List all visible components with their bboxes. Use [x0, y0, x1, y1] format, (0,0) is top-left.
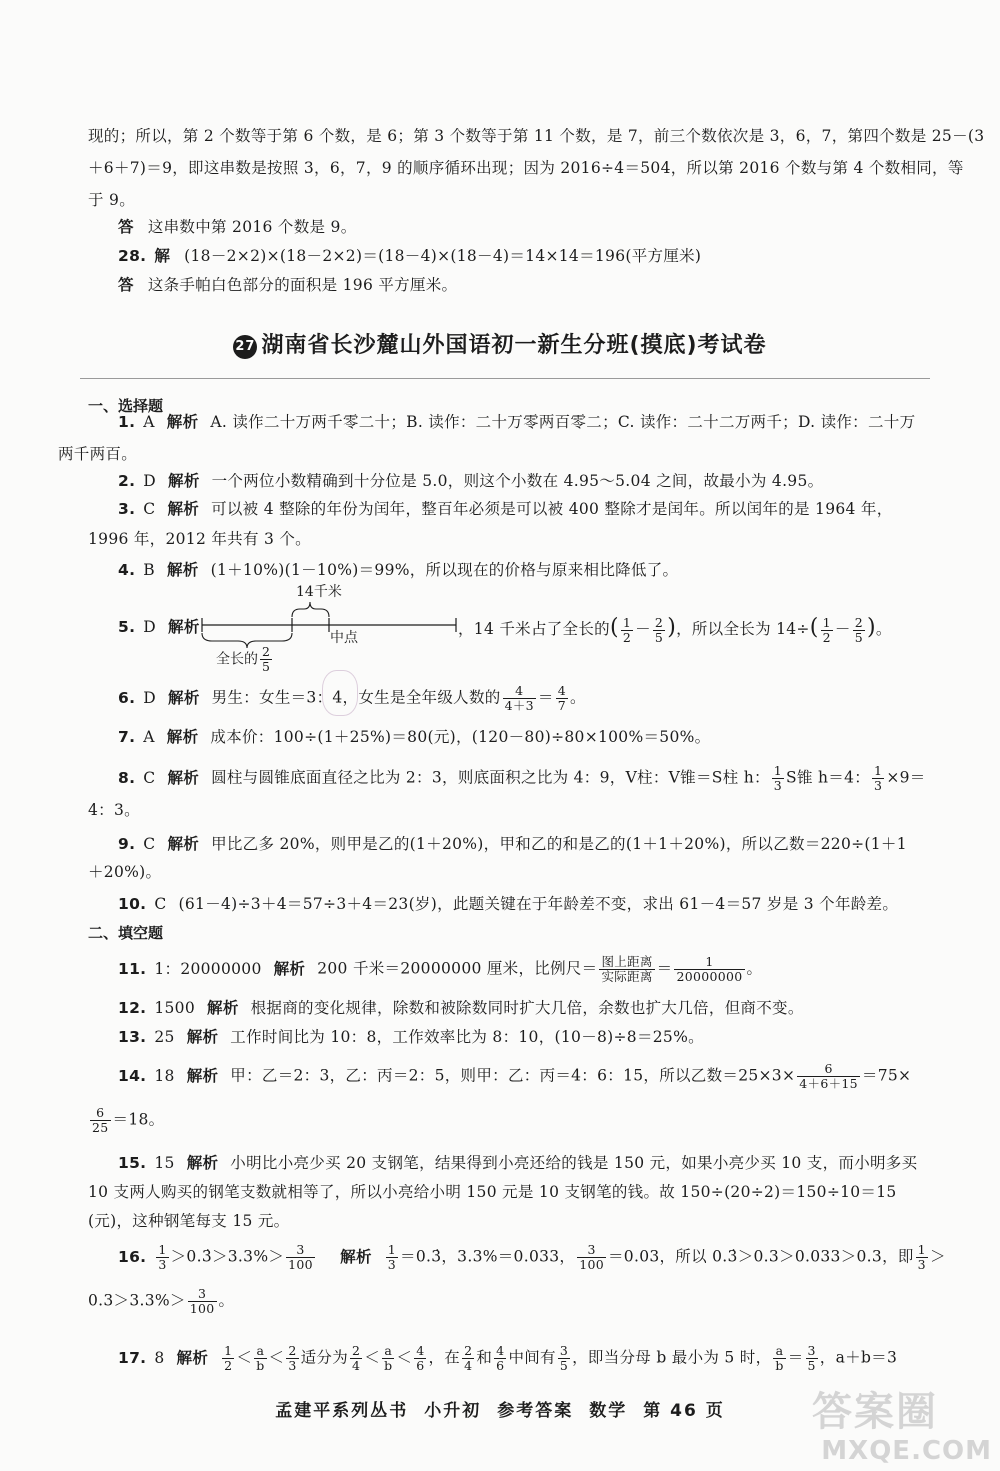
- q4-answer: B: [143, 561, 155, 579]
- num: 3: [559, 1343, 569, 1358]
- q16-frac-a: [386, 1243, 398, 1272]
- den: 4: [352, 1358, 361, 1373]
- q13-answer: 25: [154, 1028, 175, 1046]
- q9-answer: C: [143, 835, 156, 853]
- q7-answer: A: [143, 728, 155, 746]
- q1-line2: 两千两百。: [58, 445, 138, 463]
- q15-line2: 10 支两人购买的钢笔支数就相等了，所以小亮给小明 150 元是 10 支钢笔的钱。故 150÷(20÷2)＝150÷10＝15: [88, 1183, 897, 1201]
- q14-text-3: ＝18。: [112, 1110, 165, 1129]
- q14-item-line1: [118, 1062, 940, 1091]
- continuation-line-2: ＋6＋7)＝9，即这串数是按照 3，6，7，9 的顺序循环出现；因为 2016÷4＝504，所以第 2016 个数与第 4 个数相同，等: [88, 159, 964, 177]
- q15-jiexi-label: 解析: [186, 1154, 219, 1172]
- q5-text-2: ，所以全长为 14÷: [676, 620, 810, 638]
- q3-number: 3.: [118, 500, 136, 518]
- q17-frac-3: [350, 1344, 362, 1373]
- q16-frac-c: [916, 1243, 928, 1272]
- q17-answer: 8: [154, 1348, 165, 1367]
- q17-text-end: ，即当分母 b 最小为 5 时，: [572, 1348, 772, 1367]
- q14-answer: 18: [154, 1066, 175, 1085]
- q4-number: 4.: [118, 561, 136, 579]
- q11-jiexi-label: 解析: [273, 959, 306, 978]
- num: 4: [416, 1343, 425, 1358]
- q9-number: 9.: [118, 835, 136, 853]
- q5-frac-b: [653, 616, 665, 645]
- q5-answer: D: [143, 618, 157, 636]
- q4-jiexi-label: 解析: [166, 561, 199, 579]
- q13-number: 13.: [118, 1028, 147, 1046]
- den: 4＋3: [504, 698, 534, 713]
- q16-frac-d: [188, 1287, 217, 1316]
- q16-text-3: ＞: [929, 1247, 946, 1266]
- den: b: [775, 1358, 784, 1373]
- den: 7: [557, 698, 566, 713]
- q17-frac-ab-1: [254, 1344, 266, 1373]
- q6-text-3: 。: [569, 688, 586, 707]
- q12-item: [118, 996, 940, 1018]
- q2-jiexi-label: 解析: [168, 472, 200, 490]
- q10-item: [118, 892, 940, 914]
- q5-segment-diagram: [200, 584, 460, 674]
- q16-line2: [88, 1287, 940, 1316]
- num: 2: [464, 1343, 473, 1358]
- watermark-logo: [802, 1378, 992, 1468]
- num: 1: [224, 1343, 233, 1358]
- q10-number: 10.: [118, 895, 147, 913]
- q6-answer: D: [143, 688, 157, 707]
- q17-lt-3: ＜: [364, 1348, 381, 1367]
- q2-number: 2.: [118, 472, 136, 490]
- q2-item: [118, 469, 940, 491]
- q4-item: [118, 558, 940, 580]
- diagram-left-text: 全长的: [216, 651, 258, 668]
- q16-line2-text: 0.3＞3.3%＞: [88, 1291, 186, 1310]
- q5-frac-a: [621, 616, 633, 645]
- num: 4: [503, 684, 536, 699]
- q7-item: [118, 725, 940, 747]
- q7-text: 成本价：100÷(1＋25%)＝80(元)，(120－80)÷80×100%＝50%。: [210, 728, 711, 746]
- q17-text-last: ，a＋b＝3: [819, 1348, 898, 1367]
- q16-frac-b: [577, 1243, 606, 1272]
- diagram-fraction-denominator: 5: [262, 659, 270, 674]
- den: 6: [416, 1358, 425, 1373]
- q28-text: (18－2×2)×(18－2×2)＝(18－4)×(18－4)＝14×14＝196(平方厘米): [184, 247, 702, 265]
- den: 3: [874, 778, 883, 793]
- answer-27-text: 这串数中第 2016 个数是 9。: [147, 218, 357, 236]
- num: 2: [854, 614, 863, 630]
- q3-answer: C: [143, 500, 156, 518]
- den: 3: [288, 1358, 297, 1373]
- q2-answer: D: [143, 472, 157, 490]
- num: 1: [387, 1242, 397, 1257]
- watermark-line-2: MXQE.COM: [821, 1436, 992, 1466]
- q17-frac-2: [286, 1344, 298, 1373]
- q1-jiexi-label: 解析: [166, 413, 199, 431]
- diagram-two-fifths-label: [216, 645, 274, 674]
- den: 实际距离: [601, 969, 653, 984]
- q14-jiexi-label: 解析: [186, 1066, 219, 1085]
- den: b: [384, 1358, 393, 1373]
- q17-number: 17.: [118, 1348, 147, 1367]
- diagram-14km-label: 14千米: [296, 584, 342, 600]
- q14-number: 14.: [118, 1066, 147, 1085]
- den: b: [256, 1358, 265, 1373]
- num: a: [254, 1344, 266, 1359]
- den: 5: [854, 629, 863, 645]
- q7-number: 7.: [118, 728, 136, 746]
- q15-number: 15.: [118, 1154, 147, 1172]
- q1-answer: A: [143, 413, 155, 431]
- diagram-fraction-numerator: 2: [262, 644, 270, 659]
- q16-text-1: ＝0.3̇，3.3%＝0.033，: [400, 1247, 576, 1266]
- num: 3: [188, 1287, 217, 1302]
- q12-text: 根据商的变化规律，除数和被除数同时扩大几倍，余数也扩大几倍，但商不变。: [250, 999, 804, 1017]
- q17-jiexi-label: 解析: [176, 1348, 209, 1367]
- q5-jiexi-label: 解析: [168, 618, 200, 636]
- q11-text-3: 。: [746, 959, 763, 978]
- q12-answer: 1500: [154, 999, 196, 1017]
- den: 100: [189, 1301, 215, 1316]
- q11-frac-b: [674, 955, 744, 984]
- q16-ans-frac-b: [286, 1243, 315, 1272]
- footer-page-number: 第 46 页: [643, 1401, 725, 1421]
- num: a: [773, 1344, 785, 1359]
- den: 25: [92, 1120, 109, 1135]
- answer-28: [118, 273, 940, 295]
- section-fill-heading: 二、填空题: [88, 924, 164, 942]
- q8-text-2: S锥 h＝4：: [786, 768, 871, 787]
- den: 3: [917, 1257, 926, 1272]
- q14-line2: [88, 1106, 940, 1135]
- q15-line3: (元)，这种钢笔每支 15 元。: [88, 1212, 290, 1230]
- den: 5: [654, 629, 664, 645]
- q8-jiexi-label: 解析: [167, 768, 200, 787]
- q11-number: 11.: [118, 959, 147, 978]
- q6-number: 6.: [118, 688, 136, 707]
- title-divider: [80, 378, 930, 379]
- q8-frac-a: [772, 764, 784, 793]
- q1-item: [58, 406, 930, 470]
- q13-text: 工作时间比为 10：8，工作效率比为 8：10，(10－8)÷8＝25%。: [230, 1028, 704, 1046]
- q8-answer: C: [143, 768, 156, 787]
- q5-number: 5.: [118, 618, 136, 636]
- q16-ans-frac-a: [156, 1243, 168, 1272]
- answer-28-text: 这条手帕白色部分的面积是 196 平方厘米。: [147, 276, 458, 294]
- continuation-line-1: 现的；所以，第 2 个数等于第 6 个数，是 6；第 3 个数等于第 11 个数，是 7，前三个数依次是 3，6，7，第四个数是 25－(3: [88, 127, 985, 145]
- num: 6: [90, 1106, 111, 1121]
- q6-text-1: 男生：女生＝3：4，女生是全年级人数的: [211, 688, 501, 707]
- q17-frac-ab-2: [382, 1344, 394, 1373]
- den: 100: [288, 1257, 313, 1272]
- den: 6: [496, 1358, 505, 1373]
- q16-number: 16.: [118, 1247, 147, 1266]
- q8-frac-b: [872, 764, 884, 793]
- num: 4: [557, 683, 566, 698]
- q17-item: [118, 1344, 940, 1373]
- q16-text-2: ＝0.03，所以 0.3̇＞0.3＞0.033＞0.3，即: [608, 1247, 914, 1266]
- num: 1: [674, 955, 744, 970]
- num: 1: [158, 1242, 167, 1257]
- den: 4: [464, 1358, 473, 1373]
- q15-item-line1: [118, 1151, 940, 1173]
- q14-text-1: 甲：乙＝2：3，乙：丙＝2：5，则甲：乙：丙＝4：6：15，所以乙数＝25×3×: [230, 1066, 796, 1085]
- q15-answer: 15: [154, 1154, 175, 1172]
- den: 3: [387, 1257, 397, 1272]
- q12-jiexi-label: 解析: [207, 999, 239, 1017]
- num: 1: [917, 1242, 926, 1257]
- q9-line2: ＋20%)。: [88, 863, 162, 881]
- q4-text: (1＋10%)(1－10%)＝99%，所以现在的价格与原来相比降低了。: [210, 561, 679, 579]
- num: 3: [577, 1243, 606, 1258]
- q11-answer: 1：20000000: [154, 959, 262, 978]
- num: 1: [773, 763, 783, 778]
- q11-text-1: 200 千米＝20000000 厘米，比例尺＝: [317, 959, 598, 978]
- watermark-line-1: 答案圈: [812, 1389, 938, 1435]
- q10-answer: C: [154, 895, 167, 913]
- q17-frac-1: [222, 1344, 234, 1373]
- q17-frac-6: [494, 1344, 506, 1373]
- num: 3: [286, 1243, 315, 1258]
- den: 2: [822, 629, 831, 645]
- den: 3: [773, 778, 783, 793]
- den: 4＋6＋15: [799, 1076, 858, 1091]
- num: 2: [352, 1343, 361, 1358]
- q8-text-3: ×9＝: [886, 768, 926, 787]
- q6-jiexi-label: 解析: [168, 688, 200, 707]
- q7-jiexi-label: 解析: [166, 728, 199, 746]
- q6-item: [118, 684, 940, 713]
- answer-27: [118, 215, 940, 237]
- num: 3: [807, 1343, 816, 1358]
- continuation-line-3: 于 9。: [88, 191, 135, 209]
- den: 2: [622, 629, 632, 645]
- exam-number-badge: 27: [233, 335, 257, 359]
- q8-line2: 4：3。: [88, 801, 140, 819]
- q17-lt-4: ＜: [396, 1348, 413, 1367]
- num: 1: [874, 763, 883, 778]
- den: 5: [559, 1358, 569, 1373]
- q17-text-mid: ，在: [428, 1348, 461, 1367]
- q12-number: 12.: [118, 999, 147, 1017]
- q17-text-split: 适分为: [300, 1348, 349, 1367]
- q16-answer-text: ＞0.3̇＞3.3%＞: [170, 1247, 285, 1266]
- q9-jiexi-label: 解析: [167, 835, 200, 853]
- q17-frac-4: [414, 1344, 426, 1373]
- num: 6: [797, 1062, 860, 1077]
- den: 3: [158, 1257, 167, 1272]
- q2-text: 一个两位小数精确到十分位是 5.0，则这个小数在 4.95～5.04 之间，故最小为 4.95。: [211, 472, 824, 490]
- num: 图上距离: [601, 954, 653, 969]
- q13-item: [118, 1025, 940, 1047]
- q17-frac-5: [462, 1344, 474, 1373]
- q14-frac-a: [797, 1062, 860, 1091]
- q15-line1: 小明比小亮少买 20 支钢笔，结果得到小亮还给的钱是 150 元，如果小亮少买 10 支，而小明多买: [230, 1154, 918, 1172]
- den: 2: [224, 1358, 233, 1373]
- q16-jiexi-label: 解析: [340, 1247, 372, 1266]
- den: 20000000: [676, 969, 743, 984]
- q16-line2-end: 。: [218, 1291, 235, 1310]
- answer-label: 答: [118, 276, 134, 294]
- q13-jiexi-label: 解析: [186, 1028, 219, 1046]
- q6-frac-a: [503, 684, 536, 713]
- q1-number: 1.: [118, 413, 136, 431]
- q5-text-3: 。: [875, 620, 892, 638]
- q11-text-2: ＝: [656, 959, 673, 978]
- q17-frac-8: [806, 1344, 818, 1373]
- answer-label: 答: [118, 218, 134, 236]
- top-brace: [292, 602, 329, 617]
- q11-item: [118, 955, 940, 984]
- q6-frac-b: [556, 684, 568, 713]
- solution-28: [118, 244, 940, 266]
- diagram-fraction: [260, 645, 272, 674]
- q10-text: (61－4)÷3＋4＝57÷3＋4＝23(岁)，此题关键在于年龄差不变，求出 61－4＝57 岁是 3 个年龄差。: [178, 895, 899, 913]
- q17-text-and: 和: [476, 1348, 493, 1367]
- q17-frac-7: [558, 1344, 570, 1373]
- q9-line1: 甲比乙多 20%，则甲是乙的(1＋20%)，甲和乙的和是乙的(1＋1＋20%)，所以乙数＝220÷(1＋1: [211, 835, 907, 853]
- q28-label: 解: [154, 247, 171, 265]
- q14-frac-b: [90, 1106, 111, 1135]
- num: 1: [822, 614, 831, 630]
- num: 4: [496, 1343, 505, 1358]
- footer-book: 参考答案: [497, 1401, 574, 1421]
- footer-series: 孟建平系列丛书: [275, 1401, 409, 1421]
- den: 5: [807, 1358, 816, 1373]
- q5-frac-d: [853, 616, 865, 645]
- footer-subject: 数学: [589, 1401, 628, 1421]
- den: 100: [579, 1257, 604, 1272]
- q8-number: 8.: [118, 768, 136, 787]
- q14-text-2: ＝75×: [861, 1066, 912, 1085]
- q9-item-line1: [118, 832, 940, 854]
- q5-text-1: ，14 千米占了全长的: [458, 620, 610, 638]
- q1-line1: A. 读作二十万两千零二十；B. 读作：二十万零两百零二；C. 读作：二十二万两千；D. 读作：二十万: [210, 413, 916, 431]
- exam-title: [0, 328, 1000, 359]
- q6-text-2: ＝: [537, 688, 554, 707]
- q5-frac-c: [821, 616, 833, 645]
- diagram-midpoint-label: 中点: [330, 630, 358, 646]
- q17-text-have: 中间有: [508, 1348, 556, 1367]
- num: 1: [622, 614, 632, 630]
- section-choice-heading: 一、选择题: [88, 397, 164, 415]
- exam-title-text: 湖南省长沙麓山外国语初一新生分班(摸底)考试卷: [261, 333, 767, 358]
- q5-text: ，14 千米占了全长的( $\frac{1}{2}$ － $\frac{2}{5}$ )，所以全长为 14÷( $\frac{1}{2}$ － $\frac{2}{5}$ )。: [458, 614, 892, 645]
- num: 2: [654, 614, 664, 630]
- q17-frac-ab-3: [773, 1344, 785, 1373]
- q3-item-line1: [118, 497, 940, 519]
- q17-text-eq: ＝: [787, 1348, 804, 1367]
- q3-jiexi-label: 解析: [167, 500, 200, 518]
- q17-lt-1: ＜: [236, 1348, 253, 1367]
- q8-item-line1: [118, 764, 940, 793]
- footer-grade: 小升初: [424, 1401, 482, 1421]
- q17-lt-2: ＜: [268, 1348, 285, 1367]
- q3-line1: 可以被 4 整除的年份为闰年，整百年必须是可以被 400 整除才是闰年。所以闰年的是 1964 年，: [211, 500, 893, 518]
- q16-item-line1: [118, 1242, 946, 1272]
- q11-frac-a: [599, 955, 654, 984]
- q28-number: 28.: [118, 247, 147, 265]
- num: a: [382, 1344, 394, 1359]
- q8-text-1: 圆柱与圆锥底面直径之比为 2：3，则底面积之比为 4：9，V柱：V锥＝S柱 h：: [211, 768, 770, 787]
- num: 2: [288, 1343, 297, 1358]
- q3-line2: 1996 年，2012 年共有 3 个。: [88, 530, 311, 548]
